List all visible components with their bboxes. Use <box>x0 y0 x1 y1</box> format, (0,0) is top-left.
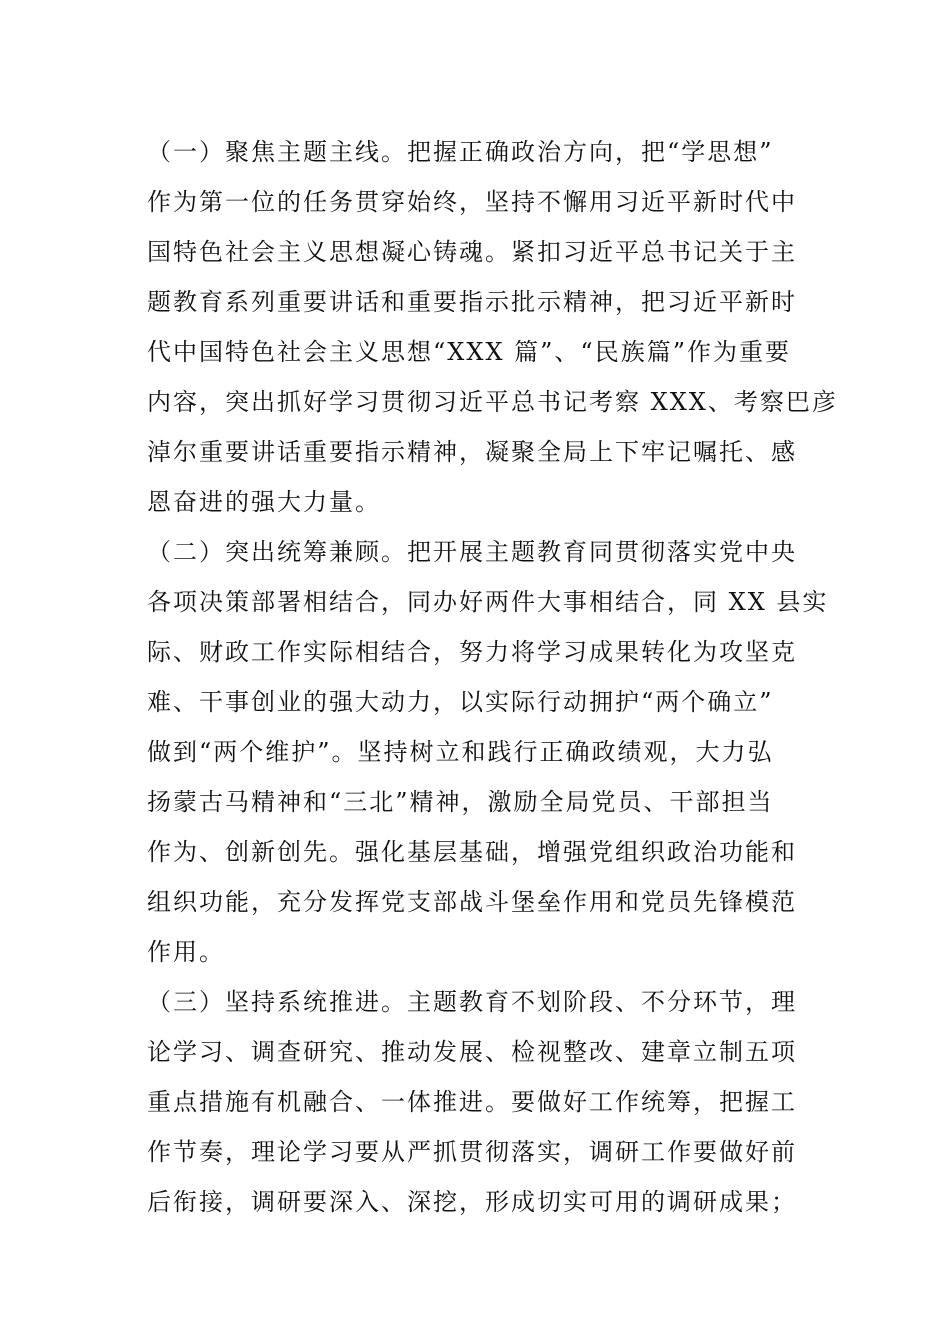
text-line: 淖尔重要讲话重要指示精神，凝聚全局上下牢记嘱托、感 <box>147 438 797 466</box>
text-line: （二）突出统筹兼顾。把开展主题教育同贯彻落实党中央 <box>147 538 797 566</box>
text-line: 内容，突出抓好学习贯彻习近平总书记考察 XXX、考察巴彦 <box>147 388 838 416</box>
text-line: （一）聚焦主题主线。把握正确政治方向，把“学思想” <box>147 138 774 166</box>
text-line: 际、财政工作实际相结合，努力将学习成果转化为攻坚克 <box>147 638 797 666</box>
paragraph-1 <box>147 127 838 527</box>
text-line: 后衔接，调研要深入、深挖，形成切实可用的调研成果； <box>147 1188 797 1216</box>
text-line: 题教育系列重要讲话和重要指示批示精神，把习近平新时 <box>147 288 797 316</box>
text-line: 各项决策部署相结合，同办好两件大事相结合，同 XX 县实 <box>147 588 829 616</box>
document-body <box>147 127 838 1227</box>
text-line: 国特色社会主义思想凝心铸魂。紧扣习近平总书记关于主 <box>147 238 797 266</box>
paragraph-3 <box>147 977 809 1227</box>
text-line: 扬蒙古马精神和“三北”精神，激励全局党员、干部担当 <box>147 788 774 816</box>
text-line: 作为、创新创先。强化基层基础，增强党组织政治功能和 <box>147 838 797 866</box>
text-line: 做到“两个维护”。坚持树立和践行正确政绩观，大力弘 <box>147 738 774 766</box>
text-line: 组织功能，充分发挥党支部战斗堡垒作用和党员先锋模范 <box>147 888 797 916</box>
text-line: 作节奏，理论学习要从严抓贯彻落实，调研工作要做好前 <box>147 1138 797 1166</box>
text-line: 恩奋进的强大力量。 <box>147 488 381 516</box>
text-line: （三）坚持系统推进。主题教育不划阶段、不分环节，理 <box>147 988 797 1016</box>
text-line: 代中国特色社会主义思想“XXX 篇”、“民族篇”作为重要 <box>147 338 791 366</box>
paragraph-2 <box>147 527 829 977</box>
text-line: 论学习、调查研究、推动发展、检视整改、建章立制五项 <box>147 1038 797 1066</box>
text-line: 重点措施有机融合、一体推进。要做好工作统筹，把握工 <box>147 1088 797 1116</box>
text-line: 作为第一位的任务贯穿始终，坚持不懈用习近平新时代中 <box>147 188 797 216</box>
text-line: 作用。 <box>147 938 225 966</box>
text-line: 难、干事创业的强大动力，以实际行动拥护“两个确立” <box>147 688 774 716</box>
